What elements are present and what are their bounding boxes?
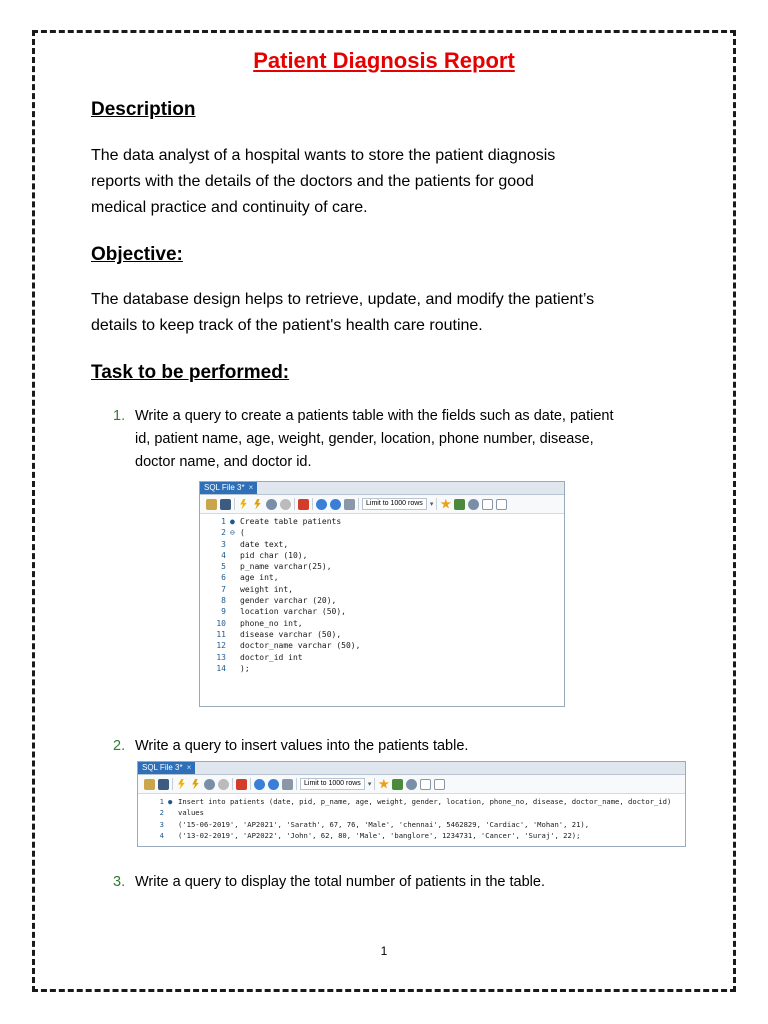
code-text: doctor_id int (240, 652, 303, 662)
gutter-marker-icon (230, 629, 240, 640)
gutter-marker-icon (230, 652, 240, 663)
autocommit-icon[interactable] (344, 499, 355, 510)
code-line[interactable] (200, 550, 564, 561)
search-icon[interactable] (468, 499, 479, 510)
toolbar-divider (294, 498, 295, 510)
code-area[interactable] (200, 514, 564, 674)
line-number: 2 (221, 528, 226, 538)
commit-icon[interactable] (316, 499, 327, 510)
toolbar-divider (232, 778, 233, 790)
task-number: 1. (113, 408, 126, 424)
line-number: 4 (221, 550, 226, 560)
line-number: 5 (221, 562, 226, 572)
toolbar-divider (250, 778, 251, 790)
task-line: doctor name, and doctor id. (135, 454, 312, 470)
code-line[interactable] (200, 663, 564, 674)
wrap-icon[interactable] (496, 499, 507, 510)
code-text: ('13-02-2019', 'AP2022', 'John', 62, 80, 'Male', 'banglore', 1234731, 'Cancer', 'Suraj', 22); (178, 830, 581, 840)
code-keyword: values (178, 808, 204, 818)
code-text: disease varchar (50), (240, 629, 342, 639)
code-line[interactable] (200, 629, 564, 640)
code-keyword: Insert into (178, 797, 230, 806)
rollback-icon[interactable] (330, 499, 341, 510)
limit-rows-select[interactable]: Limit to 1000 rows (300, 778, 365, 790)
gutter-marker-icon (230, 663, 240, 674)
code-text: weight int, (240, 584, 293, 594)
code-line[interactable] (200, 640, 564, 651)
gutter-marker-icon (230, 640, 240, 651)
gutter-marker-icon: ● (168, 797, 173, 806)
toolbar-divider (234, 498, 235, 510)
open-folder-icon[interactable] (206, 499, 217, 510)
search-icon[interactable] (406, 779, 417, 790)
toolbar-divider (436, 498, 437, 510)
gutter-marker-icon (168, 807, 178, 818)
explain-icon[interactable] (204, 779, 215, 790)
code-line[interactable] (200, 527, 564, 538)
explain-icon[interactable] (266, 499, 277, 510)
line-number: 7 (221, 584, 226, 594)
gutter-marker-icon (230, 572, 240, 583)
gutter-marker-icon (230, 618, 240, 629)
objective-text (91, 287, 701, 339)
page-title: Patient Diagnosis Report (253, 48, 515, 73)
objective-line: details to keep track of the patient's health care routine. (91, 317, 483, 334)
toolbar-divider (296, 778, 297, 790)
beautify-icon[interactable] (454, 499, 465, 510)
code-line[interactable] (138, 796, 685, 807)
code-text: ); (240, 663, 250, 673)
code-text: ( (240, 528, 245, 538)
description-line: The data analyst of a hospital wants to store the patient diagnosis (91, 147, 556, 164)
code-text: patients (302, 517, 342, 526)
chevron-down-icon[interactable]: ▾ (429, 501, 434, 508)
save-icon[interactable] (158, 779, 169, 790)
code-keyword: Create table (240, 517, 303, 526)
line-number: 14 (216, 663, 226, 673)
editor-tab-bar (138, 762, 685, 775)
star-icon[interactable] (440, 499, 451, 510)
editor-toolbar (138, 775, 685, 794)
line-number: 13 (216, 652, 226, 662)
gutter-marker-icon (230, 595, 240, 606)
task-line: Write a query to display the total number of patients in the table. (135, 874, 545, 890)
task-number: 3. (113, 874, 126, 890)
execute-current-icon[interactable] (190, 779, 201, 790)
open-folder-icon[interactable] (144, 779, 155, 790)
code-text: phone_no int, (240, 618, 303, 628)
code-line[interactable] (200, 516, 564, 527)
beautify-icon[interactable] (392, 779, 403, 790)
line-number: 1 (159, 797, 164, 806)
description-heading: Description (91, 99, 196, 120)
execute-current-icon[interactable] (252, 499, 263, 510)
stop-icon[interactable] (280, 499, 291, 510)
toolbar-divider (374, 778, 375, 790)
invisible-chars-icon[interactable] (482, 499, 493, 510)
line-number: 4 (159, 830, 164, 840)
toolbar-divider (312, 498, 313, 510)
tasks-heading: Task to be performed: (91, 362, 290, 383)
line-number: 3 (221, 539, 226, 549)
code-text: age int, (240, 573, 279, 583)
code-line[interactable] (138, 830, 685, 841)
code-text: date text, (240, 539, 289, 549)
line-number: 12 (216, 641, 226, 651)
code-text: pid char (10), (240, 550, 308, 560)
invisible-chars-icon[interactable] (420, 779, 431, 790)
editor-toolbar (200, 495, 564, 514)
code-text: patients (date, pid, p_name, age, weight, gender, location, phone_no, disease, doctor_name, doctor_id) (229, 797, 672, 806)
gutter-marker-icon (230, 539, 240, 550)
commit-icon[interactable] (254, 779, 265, 790)
code-text: gender varchar (20), (240, 596, 337, 606)
code-text: location varchar (50), (240, 607, 346, 617)
gutter-marker-icon (230, 550, 240, 561)
line-number: 10 (216, 618, 226, 628)
objective-heading: Objective: (91, 244, 183, 265)
line-number: 8 (221, 596, 226, 606)
page-number: 1 (380, 944, 388, 958)
execute-icon[interactable] (176, 779, 187, 790)
rollback-icon[interactable] (268, 779, 279, 790)
task-line: Write a query to insert values into the patients table. (135, 738, 469, 754)
code-text: ('15-06-2019', 'AP2021', 'Sarath', 67, 76, 'Male', 'chennai', 5462829, 'Cardiac', 'Mohan', 21), (178, 819, 590, 829)
toolbar-divider (172, 778, 173, 790)
gutter-marker-icon (230, 584, 240, 595)
objective-line: The database design helps to retrieve, update, and modify the patient’s (91, 291, 595, 308)
task-item-1 (113, 405, 703, 474)
star-icon[interactable] (378, 779, 389, 790)
gutter-marker-icon (230, 606, 240, 617)
task-line: Write a query to create a patients table with the fields such as date, patient (135, 408, 614, 424)
editor-tab-bar (200, 482, 564, 495)
wrap-icon[interactable] (434, 779, 445, 790)
close-icon[interactable]: × (186, 763, 192, 772)
line-number: 9 (221, 607, 226, 617)
code-line[interactable] (200, 561, 564, 572)
task-number: 2. (113, 738, 126, 754)
code-line[interactable] (200, 606, 564, 617)
line-number: 2 (159, 808, 164, 818)
close-icon[interactable]: × (248, 483, 254, 492)
gutter-marker-icon: ⊖ (230, 528, 235, 538)
gutter-marker-icon (168, 830, 178, 841)
sql-editor-create-table (199, 481, 565, 707)
chevron-down-icon[interactable]: ▾ (367, 781, 372, 788)
gutter-marker-icon (230, 561, 240, 572)
code-area[interactable] (138, 794, 685, 841)
line-number: 11 (216, 629, 226, 639)
autocommit-icon[interactable] (282, 779, 293, 790)
stop-icon[interactable] (218, 779, 229, 790)
task-item-2 (113, 735, 703, 758)
line-number: 1 (221, 517, 226, 526)
code-line[interactable] (200, 618, 564, 629)
gutter-marker-icon (168, 819, 178, 830)
code-line[interactable] (200, 652, 564, 663)
gutter-marker-icon: ● (230, 517, 235, 526)
code-line[interactable] (200, 539, 564, 550)
save-icon[interactable] (220, 499, 231, 510)
code-line[interactable] (200, 595, 564, 606)
toggle-icon[interactable] (298, 499, 309, 510)
task-item-3 (113, 871, 703, 894)
execute-icon[interactable] (238, 499, 249, 510)
description-line: medical practice and continuity of care. (91, 199, 368, 216)
limit-rows-select[interactable]: Limit to 1000 rows (362, 498, 427, 510)
description-line: reports with the details of the doctors and the patients for good (91, 173, 534, 190)
task-line: id, patient name, age, weight, gender, location, phone number, disease, (135, 431, 594, 447)
editor-tab[interactable]: SQL File 3* × (138, 762, 195, 774)
editor-tab[interactable]: SQL File 3* × (200, 482, 257, 494)
code-line[interactable] (200, 572, 564, 583)
toggle-icon[interactable] (236, 779, 247, 790)
toolbar-divider (358, 498, 359, 510)
line-number: 3 (159, 819, 164, 829)
sql-editor-insert-values (137, 761, 686, 847)
line-number: 6 (221, 573, 226, 583)
code-line[interactable] (200, 584, 564, 595)
code-text: p_name varchar(25), (240, 562, 332, 572)
code-text: doctor_name varchar (50), (240, 641, 361, 651)
code-line[interactable] (138, 819, 685, 830)
code-line[interactable] (138, 807, 685, 818)
description-text (91, 143, 701, 221)
